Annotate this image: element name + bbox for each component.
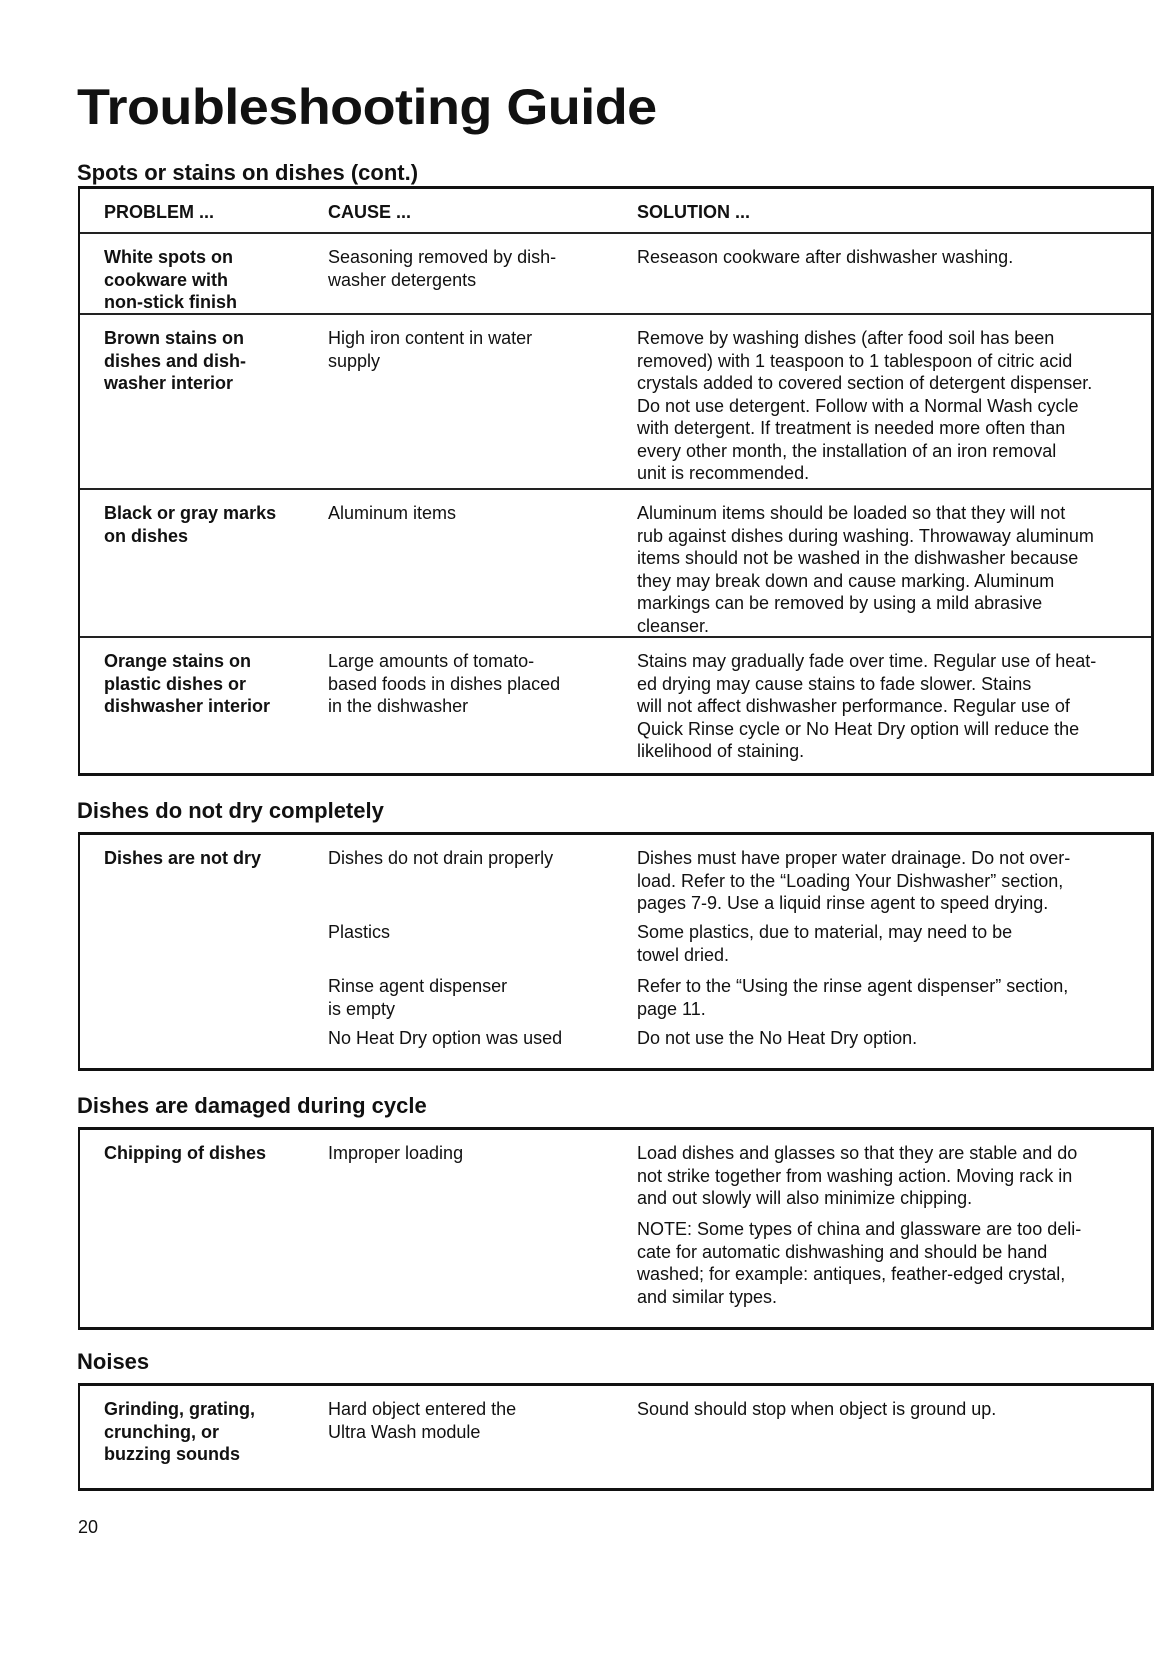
problem-line: Chipping of dishes [104, 1143, 266, 1163]
solution-line: Stains may gradually fade over time. Regular use of heat- [637, 651, 1097, 671]
solution-line: ed drying may cause stains to fade slower. Stains [637, 673, 1032, 694]
column-header-solution: SOLUTION ... [637, 202, 751, 222]
solution-line: Some plastics, due to material, may need to be [637, 922, 1013, 942]
cause-item [328, 975, 507, 1020]
solution-line: crystals added to covered section of detergent dispenser. [637, 373, 1093, 393]
solution-cell [637, 1398, 996, 1427]
solution-line: will not affect dishwasher performance. Regular use of [637, 696, 1070, 716]
cause-line: Plastics [328, 922, 391, 942]
solution-line: every other month, the installation of an iron removal [637, 440, 1057, 461]
problem-line: cookware with [104, 269, 229, 290]
solution-line: not strike together from washing action. Moving rack in [637, 1165, 1073, 1186]
problem-line: Dishes are not dry [104, 848, 262, 868]
cause-line: High iron content in water [328, 328, 533, 348]
column-header-cause: CAUSE ... [328, 202, 412, 222]
cause-line: Large amounts of tomato- [328, 651, 535, 671]
solution-line: unit is recommended. [637, 463, 810, 483]
solution-line: Refer to the “Using the rinse agent dispenser” section, [637, 976, 1069, 996]
solution-line: markings can be removed by using a mild abrasive [637, 593, 1043, 613]
solution-line: washed; for example: antiques, feather-edged crystal, [637, 1264, 1066, 1284]
solution-line: cleanser. [637, 615, 710, 636]
troubleshooting-table [78, 186, 1154, 776]
problem-line: Brown stains on [104, 328, 245, 348]
problem-line: dishwasher interior [104, 696, 271, 716]
solution-cell [637, 502, 1094, 643]
cause-line: Aluminum items [328, 503, 457, 523]
section-heading: Dishes are damaged during cycle [77, 1093, 427, 1118]
cause-line: in the dishwasher [328, 696, 469, 716]
solution-line: Remove by washing dishes (after food soil has been [637, 328, 1055, 348]
solution-line: Reseason cookware after dishwasher washing. [637, 247, 1014, 267]
cause-line: No Heat Dry option was used [328, 1028, 563, 1048]
cause-item [328, 847, 553, 870]
cause-cell [328, 650, 560, 724]
solution-line: Dishes must have proper water drainage. Do not over- [637, 848, 1071, 868]
section-heading: Spots or stains on dishes (cont.) [77, 160, 419, 185]
troubleshooting-table [78, 1127, 1154, 1330]
solution-item [637, 1142, 1077, 1210]
solution-item [637, 246, 1013, 269]
solution-line: Do not use detergent. Follow with a Normal Wash cycle [637, 395, 1079, 416]
solution-line: Quick Rinse cycle or No Heat Dry option will reduce the [637, 718, 1080, 739]
problem-line: on dishes [104, 525, 189, 546]
cause-item [328, 1142, 463, 1165]
solution-line: page 11. [637, 998, 706, 1019]
cause-item [328, 327, 532, 372]
page-title: Troubleshooting Guide [77, 79, 657, 135]
solution-cell [637, 650, 1096, 769]
table-header-row [80, 189, 1151, 232]
cause-line: based foods in dishes placed [328, 673, 561, 694]
solution-item [637, 975, 1068, 1020]
solution-item [637, 847, 1070, 915]
section-heading: Dishes do not dry completely [77, 798, 384, 823]
table-row [80, 1386, 1151, 1488]
table-row [80, 313, 1151, 488]
section-heading: Noises [77, 1349, 150, 1374]
solution-line: items should not be washed in the dishwasher because [637, 548, 1079, 568]
table-row [80, 488, 1151, 636]
problem-line: non-stick finish [104, 292, 238, 312]
table-row [80, 1130, 1151, 1327]
column-header-problem: PROBLEM ... [104, 202, 215, 222]
cause-line: supply [328, 350, 381, 371]
solution-line: they may break down and cause marking. Aluminum [637, 570, 1055, 591]
solution-line: likelihood of staining. [637, 741, 805, 761]
cause-cell [328, 502, 456, 531]
cause-item [328, 650, 560, 718]
problem-line: White spots on [104, 247, 233, 267]
solution-item [637, 650, 1096, 763]
problem-cell [104, 502, 276, 547]
solution-item [637, 921, 1012, 966]
cause-cell [328, 327, 532, 378]
solution-line: rub against dishes during washing. Throwaway aluminum [637, 525, 1094, 546]
problem-line: Black or gray marks [104, 503, 277, 523]
solution-line: load. Refer to the “Loading Your Dishwasher” section, [637, 870, 1064, 891]
cause-item [328, 1027, 562, 1050]
table-row [80, 232, 1151, 313]
solution-item [637, 327, 1092, 485]
cause-line: Rinse agent dispenser [328, 976, 508, 996]
page-number: 20 [78, 1517, 99, 1537]
troubleshooting-table [78, 1383, 1154, 1491]
cause-item [328, 921, 390, 944]
solution-line: Do not use the No Heat Dry option. [637, 1028, 918, 1048]
cause-line: Hard object entered the [328, 1399, 517, 1419]
solution-item [637, 1398, 996, 1421]
cause-line: washer detergents [328, 269, 477, 290]
solution-line: removed) with 1 teaspoon to 1 tablespoon of citric acid [637, 350, 1073, 371]
problem-line: Grinding, grating, [104, 1399, 255, 1419]
solution-cell [637, 327, 1092, 491]
problem-line: buzzing sounds [104, 1444, 240, 1464]
cause-line: is empty [328, 998, 396, 1019]
solution-line: pages 7-9. Use a liquid rinse agent to speed drying. [637, 893, 1049, 913]
solution-cell [637, 246, 1013, 275]
problem-line: plastic dishes or [104, 673, 247, 694]
problem-cell [104, 650, 270, 718]
problem-cell [104, 327, 246, 395]
table-row [80, 835, 1151, 1068]
cause-line: Improper loading [328, 1143, 464, 1163]
solution-line: and similar types. [637, 1286, 778, 1307]
solution-line: with detergent. If treatment is needed more often than [637, 418, 1066, 438]
solution-line: cate for automatic dishwashing and should be hand [637, 1241, 1048, 1262]
problem-line: washer interior [104, 373, 234, 393]
cause-item [328, 502, 456, 525]
problem-cell [104, 847, 261, 870]
solution-item [637, 502, 1094, 637]
solution-line: towel dried. [637, 944, 730, 965]
problem-line: dishes and dish- [104, 350, 247, 371]
problem-line: Orange stains on [104, 651, 252, 671]
solution-line: and out slowly will also minimize chipping. [637, 1188, 973, 1208]
cause-cell [328, 1142, 463, 1171]
solution-line: Load dishes and glasses so that they are stable and do [637, 1143, 1078, 1163]
cause-line: Dishes do not drain properly [328, 848, 554, 868]
problem-cell [104, 1142, 266, 1165]
cause-line: Ultra Wash module [328, 1421, 481, 1442]
cause-line: Seasoning removed by dish- [328, 247, 557, 267]
cause-item [328, 1398, 516, 1443]
solution-line: Aluminum items should be loaded so that they will not [637, 503, 1066, 523]
cause-cell [328, 1398, 516, 1449]
problem-cell [104, 1398, 255, 1466]
solution-item [637, 1218, 1081, 1308]
troubleshooting-table [78, 832, 1154, 1071]
cause-item [328, 246, 556, 291]
table-row [80, 636, 1151, 773]
problem-cell [104, 246, 237, 314]
solution-item [637, 1027, 917, 1050]
cause-cell [328, 246, 556, 297]
problem-line: crunching, or [104, 1421, 220, 1442]
solution-line: NOTE: Some types of china and glassware are too deli- [637, 1219, 1082, 1239]
solution-line: Sound should stop when object is ground up. [637, 1399, 997, 1419]
